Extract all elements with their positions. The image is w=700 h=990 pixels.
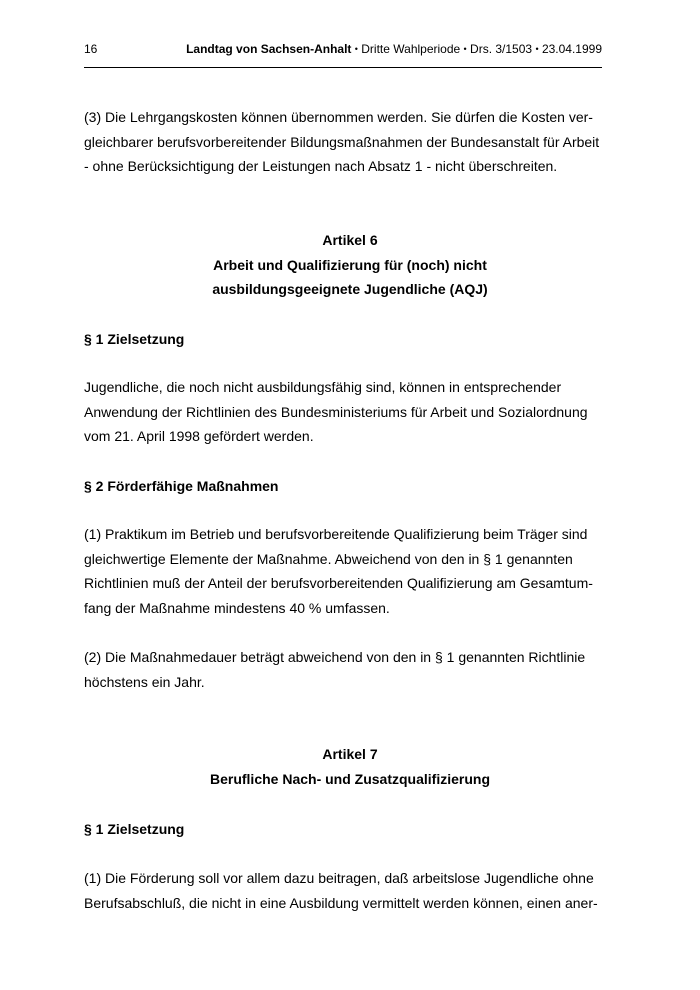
text-line: (3) Die Lehrgangskosten können übernommen werden. Sie dürfen die Kosten ver- (84, 109, 593, 125)
legislative-period: Dritte Wahlperiode (361, 42, 461, 56)
article6-title-line: Arbeit und Qualifizierung für (noch) nicht (213, 256, 487, 273)
article6-section2-heading: § 2 Förderfähige Maßnahmen (84, 478, 279, 494)
article7-section1-text (84, 866, 614, 915)
article6-section2-paragraph2 (84, 645, 614, 694)
intro-paragraph (84, 105, 614, 179)
text-line: vom 21. April 1998 gefördert werden. (84, 428, 314, 444)
text-line: (1) Praktikum im Betrieb und berufsvorbereitende Qualifizierung beim Träger sind (84, 526, 588, 542)
text-line: Anwendung der Richtlinien des Bundesministeriums für Arbeit und Sozialordnung (84, 403, 588, 420)
article7-title: Berufliche Nach- und Zusatzqualifizierung (209, 770, 491, 787)
article6-section1-heading: § 1 Zielsetzung (84, 331, 185, 347)
document-date: 23.04.1999 (541, 42, 602, 56)
article6-section1-text (84, 375, 614, 449)
text-line: Jugendliche, die noch nicht ausbildungsfähig sind, können in entsprechender (84, 379, 562, 395)
page-number: 16 (84, 42, 98, 56)
article7-section1-heading: § 1 Zielsetzung (84, 821, 185, 837)
article6-heading (84, 228, 616, 302)
text-line: gleichbarer berufsvorbereitender Bildungsmaßnahmen der Bundesanstalt für Arbeit (84, 133, 600, 150)
header-rule (84, 67, 602, 68)
text-line: gleichwertige Elemente der Maßnahme. Abweichend von den in § 1 genannten (84, 550, 573, 567)
text-line: höchstens ein Jahr. (84, 673, 205, 690)
text-line: (1) Die Förderung soll vor allem dazu beitragen, daß arbeitslose Jugendliche ohne (84, 870, 594, 886)
parliament-name: Landtag von Sachsen-Anhalt (186, 42, 352, 56)
article6-section2-paragraph1 (84, 522, 614, 620)
separator-bullet: • (535, 44, 539, 54)
text-line: Richtlinien muß der Anteil der berufsvorbereitenden Qualifizierung am Gesamtum- (84, 575, 593, 591)
document-info (186, 41, 602, 58)
printed-matter-number: Drs. 3/1503 (470, 42, 533, 56)
text-line: fang der Maßnahme mindestens 40 % umfassen. (84, 599, 390, 616)
text-line: Berufsabschluß, die nicht in eine Ausbildung vermittelt werden können, einen aner- (84, 894, 598, 911)
article6-label: Artikel 6 (322, 232, 378, 248)
separator-bullet: • (354, 44, 358, 54)
article7-label: Artikel 7 (322, 746, 378, 762)
article7-heading (84, 742, 616, 791)
article6-title-line: ausbildungsgeeignete Jugendliche (AQJ) (212, 281, 488, 297)
separator-bullet: • (463, 44, 467, 54)
page-header (84, 41, 602, 57)
text-line: (2) Die Maßnahmedauer beträgt abweichend von den in § 1 genannten Richtlinie (84, 649, 586, 665)
text-line: - ohne Berücksichtigung der Leistungen nach Absatz 1 - nicht überschreiten. (84, 158, 558, 174)
